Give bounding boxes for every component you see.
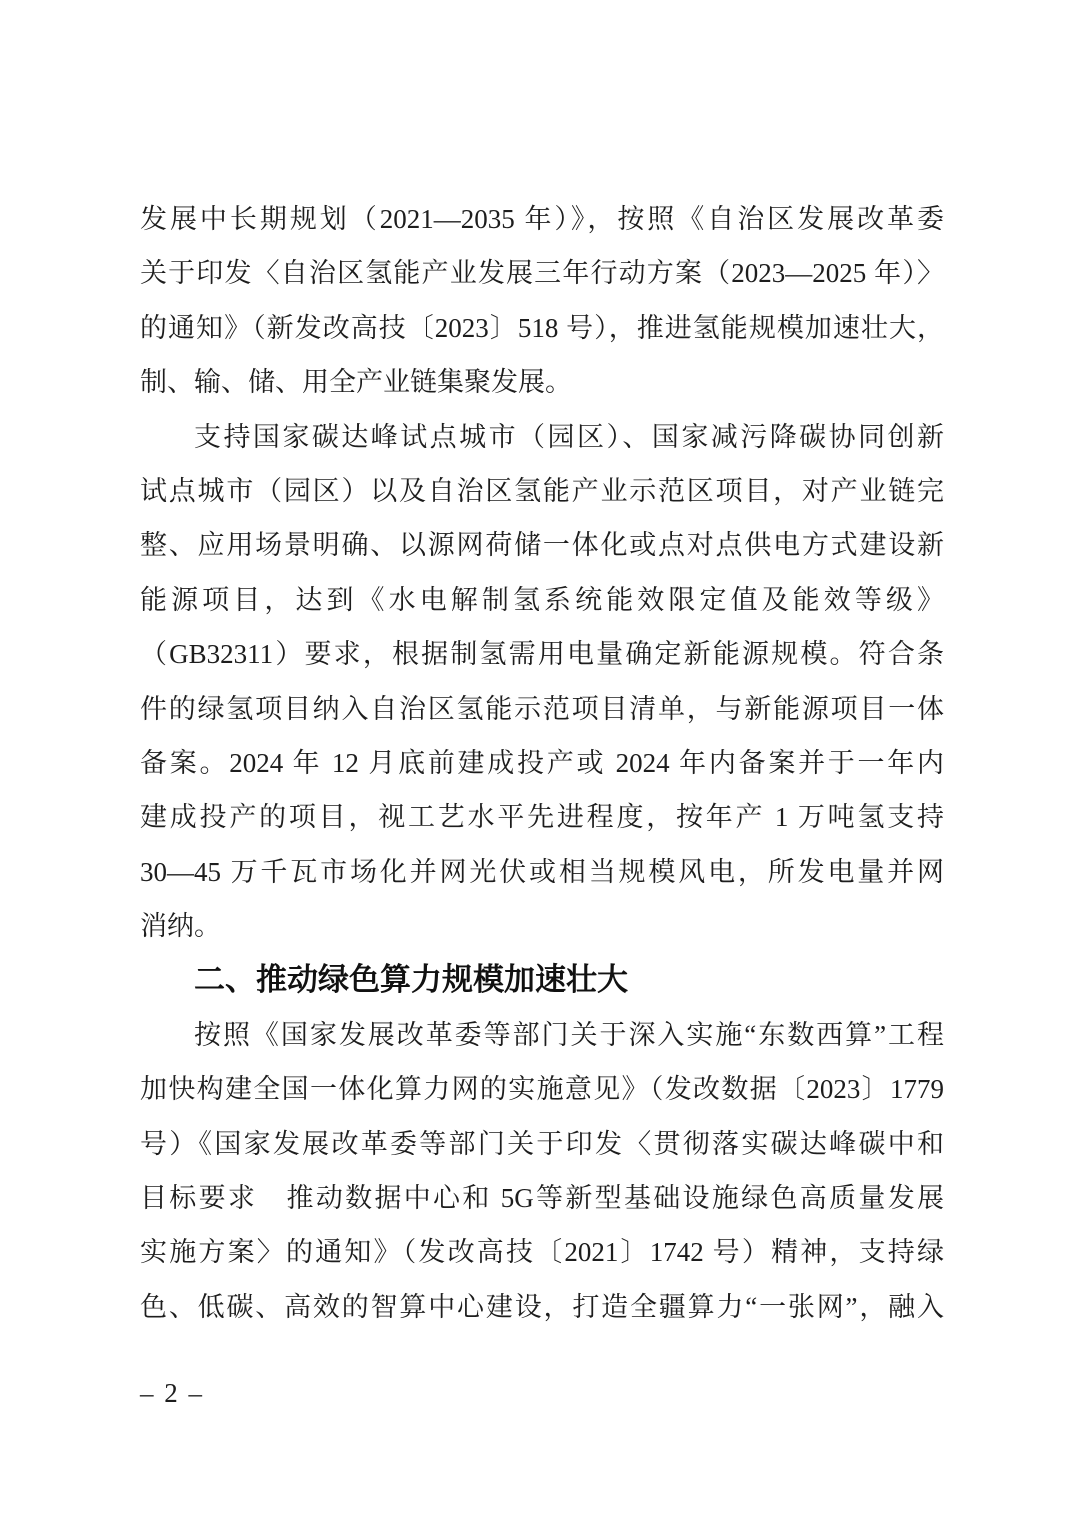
text-line: 按照《国家发展改革委等部门关于深入实施“东数西算”工程 — [194, 1019, 944, 1050]
document-body — [140, 192, 944, 1334]
text-line: 整、应用场景明确、以源网荷储一体化或点对点供电方式建设新 — [140, 530, 944, 561]
text-line: 建成投产的项目，视工艺水平先进程度，按年产 1 万吨氢支持 — [140, 802, 944, 833]
text-line: 试点城市（园区）以及自治区氢能产业示范区项目，对产业链完 — [140, 475, 944, 506]
section-heading: 二、推动绿色算力规模加速壮大 — [194, 962, 628, 998]
text-line: 的通知》（新发改高技〔2023〕518 号），推进氢能规模加速壮大， — [140, 312, 944, 343]
text-line: 实施方案〉的通知》（发改高技〔2021〕1742 号）精神，支持绿 — [140, 1237, 944, 1268]
text-line: 发展中长期规划（2021—2035 年）》，按照《自治区发展改革委 — [140, 204, 944, 234]
text-line: 号）《国家发展改革委等部门关于印发〈贯彻落实碳达峰碳中和 — [140, 1128, 944, 1159]
text-line: 关于印发〈自治区氢能产业发展三年行动方案（2023—2025 年）〉 — [140, 258, 944, 289]
text-line: 30—45 万千瓦市场化并网光伏或相当规模风电，所发电量并网 — [140, 856, 944, 887]
text-line: 备案。2024 年 12 月底前建成投产或 2024 年内备案并于一年内 — [140, 747, 944, 778]
text-line: 能源项目，达到《水电解制氢系统能效限定值及能效等级》 — [140, 584, 944, 615]
page-number: – 2 – — [140, 1378, 204, 1408]
text-line: 制、输、储、用全产业链集聚发展。 — [140, 367, 572, 398]
text-line: 支持国家碳达峰试点城市（园区）、国家减污降碳协同创新 — [194, 421, 944, 452]
text-line: 件的绿氢项目纳入自治区氢能示范项目清单，与新能源项目一体 — [140, 693, 944, 724]
text-line: 目标要求 推动数据中心和 5G等新型基础设施绿色高质量发展 — [140, 1183, 944, 1214]
text-line: 加快构建全国一体化算力网的实施意见》（发改数据〔2023〕1779 — [140, 1074, 944, 1105]
text-line: （GB32311）要求，根据制氢需用电量确定新能源规模。符合条 — [140, 639, 944, 670]
text-line: 色、低碳、高效的智算中心建设，打造全疆算力“一张网”，融入 — [140, 1291, 944, 1322]
text-line: 消纳。 — [140, 911, 221, 942]
